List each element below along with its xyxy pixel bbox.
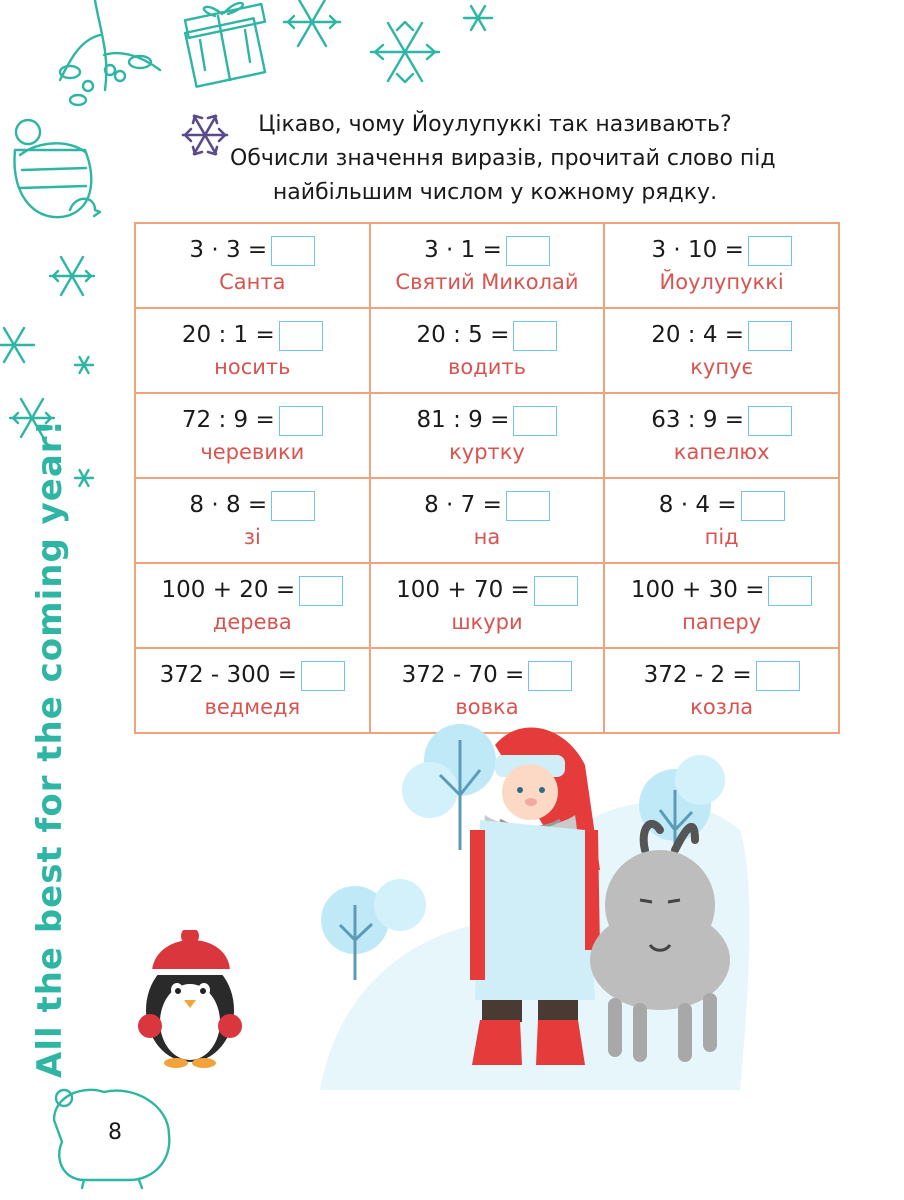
expression-text: 100 + 20 = <box>161 577 296 604</box>
expression-text: 20 : 4 = <box>651 322 745 349</box>
expression-text: 372 - 70 = <box>401 662 525 689</box>
exercise-cell <box>135 393 370 478</box>
exercise-cell <box>370 478 605 563</box>
instruction-line-3: найбільшим числом у кожному рядку. <box>272 180 718 205</box>
answer-word: носить <box>214 354 291 379</box>
exercise-table <box>134 222 840 734</box>
slogan-text: All the best for the coming year! <box>30 418 70 1078</box>
expression <box>605 320 838 351</box>
answer-word: шкури <box>451 609 523 634</box>
table-row <box>135 393 839 478</box>
expression <box>605 405 838 436</box>
exercise-cell <box>135 563 370 648</box>
exercise-cell <box>604 393 839 478</box>
table-row <box>135 478 839 563</box>
answer-word: паперу <box>682 609 762 634</box>
exercise-cell <box>604 478 839 563</box>
answer-box[interactable] <box>299 576 343 606</box>
expression <box>136 490 369 521</box>
exercise-cell <box>370 223 605 308</box>
santa-goat-illustration <box>300 720 770 1090</box>
answer-word: капелюх <box>673 439 770 464</box>
answer-box[interactable] <box>768 576 812 606</box>
expression <box>371 405 604 436</box>
hat-bird-icon <box>14 120 100 217</box>
expression-text: 3 · 3 = <box>189 237 268 264</box>
answer-box[interactable] <box>534 576 578 606</box>
answer-word: ведмедя <box>204 694 301 719</box>
penguin-icon <box>132 930 252 1070</box>
exercise-cell <box>370 563 605 648</box>
expression-text: 8 · 7 = <box>424 492 502 519</box>
gift-icon <box>185 3 265 87</box>
answer-box[interactable] <box>506 236 550 266</box>
expression <box>371 575 604 606</box>
expression-text: 372 - 2 = <box>643 662 752 689</box>
answer-box[interactable] <box>756 661 800 691</box>
answer-word: на <box>473 524 501 549</box>
answer-box[interactable] <box>279 321 323 351</box>
expression <box>371 235 604 266</box>
answer-box[interactable] <box>271 236 315 266</box>
exercise-cell <box>604 563 839 648</box>
expression-text: 81 : 9 = <box>416 407 510 434</box>
answer-box[interactable] <box>513 406 557 436</box>
expression <box>136 235 369 266</box>
answer-word: водить <box>447 354 526 379</box>
expression <box>605 235 838 266</box>
answer-box[interactable] <box>513 321 557 351</box>
exercise-cell <box>604 223 839 308</box>
expression-text: 8 · 4 = <box>658 492 737 519</box>
snowflake-icon <box>284 0 492 82</box>
answer-word: Йоулупуккі <box>659 269 784 294</box>
answer-word: черевики <box>200 439 305 464</box>
expression <box>371 660 604 691</box>
snowflake-icon <box>178 108 232 162</box>
answer-box[interactable] <box>506 491 550 521</box>
answer-box[interactable] <box>748 321 792 351</box>
expression <box>136 660 369 691</box>
exercise-cell <box>604 308 839 393</box>
expression <box>371 320 604 351</box>
answer-box[interactable] <box>748 236 792 266</box>
table-row <box>135 308 839 393</box>
expression-text: 372 - 300 = <box>159 662 297 689</box>
answer-box[interactable] <box>748 406 792 436</box>
answer-box[interactable] <box>271 491 315 521</box>
expression <box>605 490 838 521</box>
expression <box>136 575 369 606</box>
answer-box[interactable] <box>301 661 345 691</box>
instruction-line-1: Цікаво, чому Йоулупуккі так називають? <box>258 112 732 137</box>
answer-word: під <box>704 524 739 549</box>
answer-word: купує <box>690 354 754 379</box>
expression-text: 20 : 1 = <box>181 322 275 349</box>
expression <box>605 575 838 606</box>
expression-text: 3 · 10 = <box>651 237 744 264</box>
exercise-cell <box>135 478 370 563</box>
answer-word: Санта <box>219 269 286 294</box>
answer-word: зі <box>243 524 261 549</box>
expression <box>136 320 369 351</box>
expression-text: 100 + 70 = <box>396 577 530 604</box>
expression-text: 20 : 5 = <box>416 322 510 349</box>
expression-text: 100 + 30 = <box>630 577 765 604</box>
answer-word: вовка <box>455 694 519 719</box>
exercise-cell <box>370 393 605 478</box>
table-row <box>135 223 839 308</box>
expression <box>605 660 838 691</box>
instruction-line-2: Обчисли значення виразів, прочитай слово під <box>230 146 776 171</box>
instruction-text <box>230 108 776 210</box>
expression-text: 72 : 9 = <box>181 407 275 434</box>
answer-box[interactable] <box>279 406 323 436</box>
answer-word: дерева <box>212 609 292 634</box>
expression-text: 63 : 9 = <box>651 407 745 434</box>
expression-text: 8 · 8 = <box>189 492 268 519</box>
answer-word: Святий Миколай <box>395 269 579 294</box>
expression-text: 3 · 1 = <box>424 237 502 264</box>
answer-box[interactable] <box>528 661 572 691</box>
page-number: 8 <box>108 1120 122 1145</box>
expression <box>371 490 604 521</box>
answer-box[interactable] <box>741 491 785 521</box>
top-decorations <box>0 0 904 110</box>
answer-word: куртку <box>449 439 525 464</box>
expression <box>136 405 369 436</box>
exercise-cell <box>135 308 370 393</box>
answer-word: козла <box>690 694 754 719</box>
exercise-cell <box>370 308 605 393</box>
table-row <box>135 563 839 648</box>
exercise-cell <box>135 223 370 308</box>
